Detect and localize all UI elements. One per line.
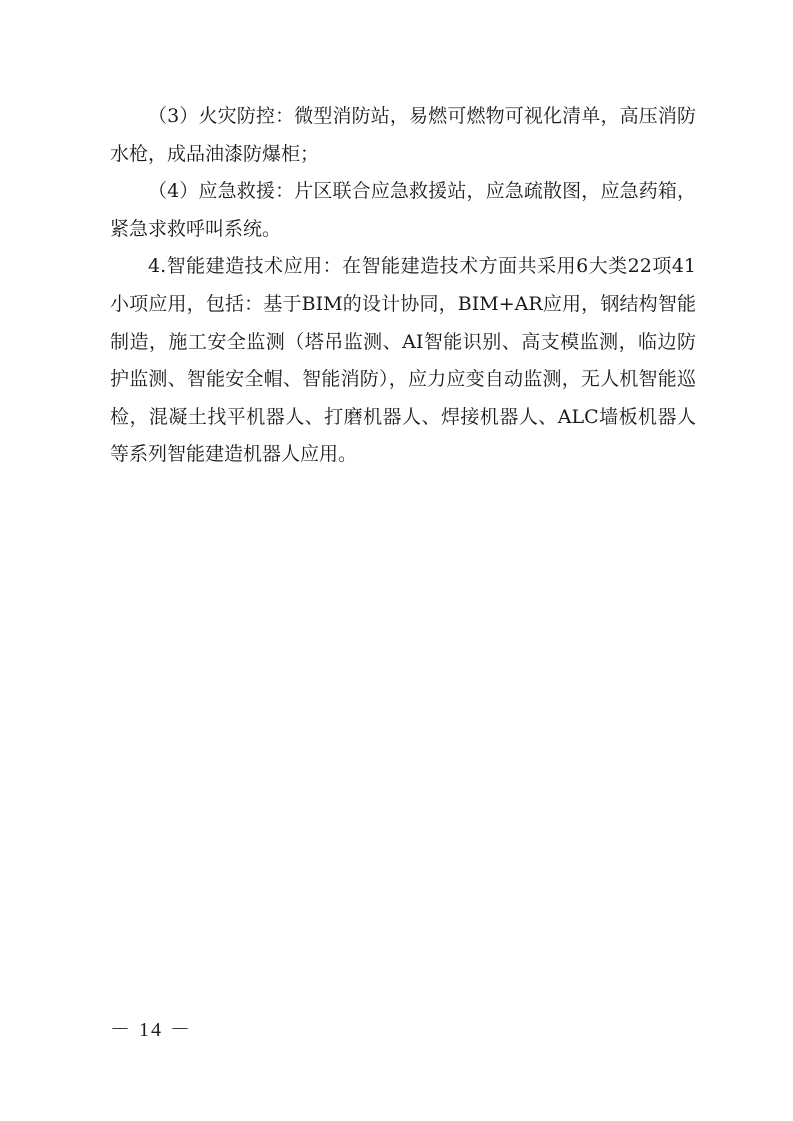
paragraph-smart-construction: 4.智能建造技术应用：在智能建造技术方面共采用6大类22项41小项应用，包括：基于BIM的设计协同，BIM+AR应用，钢结构智能制造，施工安全监测（塔吊监测、AI智能识别、高支模监测，临边防护监测、智能安全帽、智能消防），应力应变自动监测，无人机智能巡检，混凝土找平机器人、打磨机器人、焊接机器人、ALC墙板机器人等系列智能建造机器人应用。 xyxy=(110,255,696,466)
paragraph-fire-prevention: （3）火灾防控：微型消防站，易燃可燃物可视化清单，高压消防水枪，成品油漆防爆柜； xyxy=(110,105,696,165)
page-number: － 14 － xyxy=(110,1019,192,1041)
paragraph-emergency-rescue: （4）应急救援：片区联合应急救援站，应急疏散图，应急药箱，紧急求救呼叫系统。 xyxy=(110,180,696,240)
body-text xyxy=(110,98,696,474)
